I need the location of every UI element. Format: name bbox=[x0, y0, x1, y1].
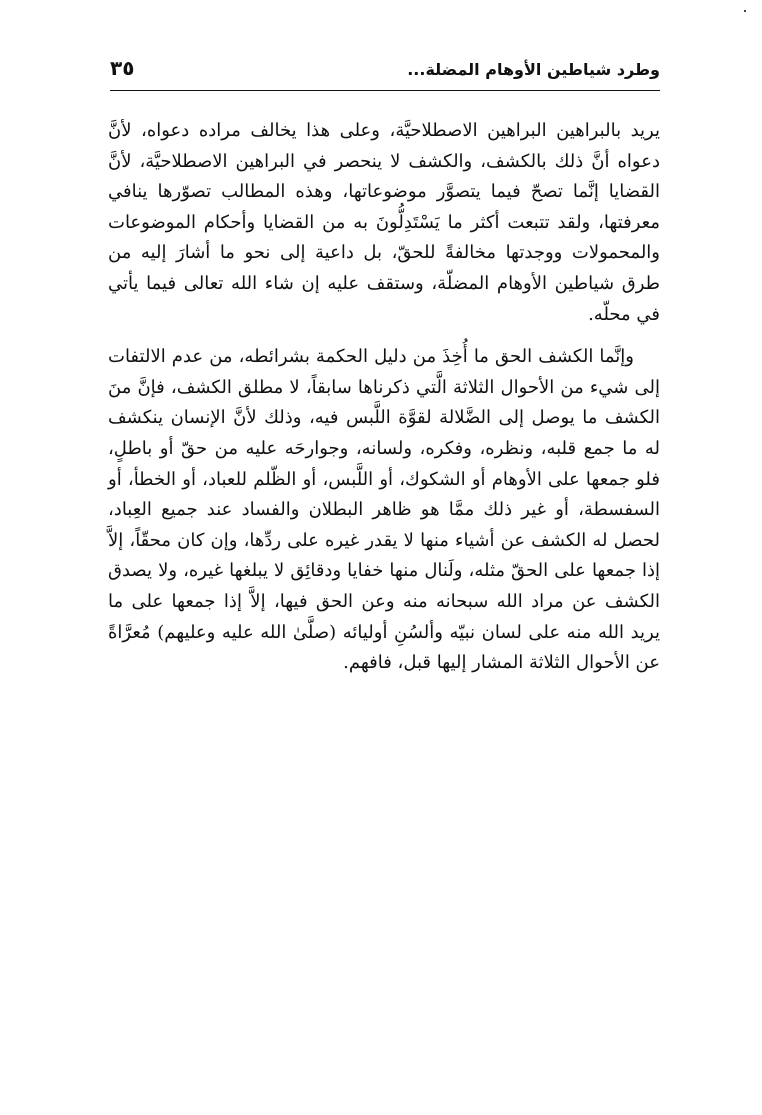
body-text bbox=[108, 116, 660, 679]
running-title: وطرد شياطين الأوهام المضلة... bbox=[407, 60, 660, 79]
scan-speck bbox=[744, 10, 746, 12]
page-number: ٣٥ bbox=[110, 56, 135, 80]
paragraph-1: يريد بالبراهين البراهين الاصطلاحيَّة، وعلى هذا يخالف مراده دعواه، لأنَّ دعواه أنَّ ذلك بالكشف، والكشف لا ينحصر في البراهين الاصطلاحيَّة، لأنَّ القضايا إنَّما تصحّ فيما يتصوَّر موضوعاتها، وهذه المطالب تصوّرها ينافي معرفتها، ولقد تتبعت أكثر ما يَسْتَدِلُّونَ به من القضايا وأحكام الموضوعات والمحمولات ووجدتها مخالفةً للحقّ، بل داعية إلى نحو ما أشارَ إليه من طرق شياطين الأوهام المضلّة، وستقف عليه إن شاء الله تعالى فيما يأتي في محلّه. bbox=[108, 120, 660, 325]
header-divider bbox=[110, 90, 660, 91]
page-header bbox=[110, 52, 660, 88]
paragraph-2: وإنَّما الكشف الحق ما أُخِذَ من دليل الحكمة بشرائطه، من عدم الالتفات إلى شيء من الأحوال الثلاثة الَّتي ذكرناها سابقاً، لا مطلق الكشف، فإنَّ منَ الكشف ما يوصل إلى الضَّلالة لقوَّة اللَّبس فيه، وذلك لأنَّ الإنسان ينكشف له ما جمع قلبه، ونظره، وفكره، ولسانه، وجوارحَه عليه من حقّ أو باطلٍ، فلو جمعها على الأوهام أو الشكوك، أو اللَّبس، أو الظّلم للعباد، أو الخطأ، أو السفسطة، أو غير ذلك ممَّا هو ظاهر البطلان والفساد عند جميع العِباد، لحصل له الكشف عن أشياء منها لا يقدر غيره على ردِّها، وإن كان محقّاً، إلاَّ إذا جمعها على الحقّ مثله، ولَنال منها خفايا ودقائِق لا يبلغها غيره، ولا يصدق الكشف عن مراد الله سبحانه منه وعن الحق فيها، إلاَّ إذا جمعها على ما يريد الله منه على لسان نبيّه وألسُنِ أوليائه (صلَّىٰ الله عليه وعليهم) مُعرَّاةً عن الأحوال الثلاثة المشار إليها قبل، فافهم. bbox=[108, 346, 660, 674]
